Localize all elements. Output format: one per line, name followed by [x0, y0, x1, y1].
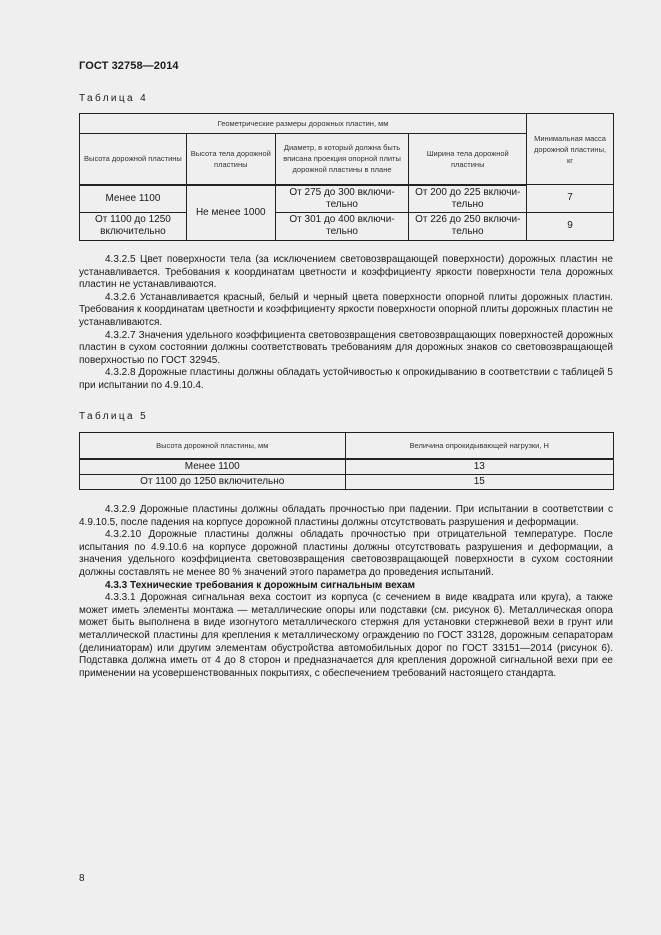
table5-cell-load: 15	[345, 474, 614, 489]
paragraph-4-3-2-7: 4.3.2.7 Значения удельного коэффициента световозвращения световозвращающих поверхностей дорожных пластин в сухом состоянии должны соответствовать требованиям для дорожных знаков со световозвращающей поверхностью по ГОСТ 32945.	[79, 329, 613, 366]
table5-cell-height: Менее 1100	[80, 459, 346, 475]
table5-col-load: Величина опрокидывающей нагрузки, Н	[345, 433, 614, 459]
table4-col-body-height: Высота тела дорожной пластины	[186, 134, 275, 185]
table-row	[80, 459, 614, 475]
paragraph-4-3-2-6: 4.3.2.6 Устанавливается красный, белый и черный цвета поверхности опорной плиты дорожных пластин. Требования к координатам цветности и коэффициенту яркости поверхности опорной плиты дорожных пластин не устанавливаются.	[79, 291, 613, 328]
table4-cell-mass: 9	[527, 212, 614, 240]
table-row	[80, 185, 614, 213]
table-4	[79, 113, 614, 241]
table5-cell-height: От 1100 до 1250 включительно	[80, 474, 346, 489]
table4-caption: Таблица 4	[79, 93, 149, 104]
text-block-b	[79, 504, 613, 680]
table4-cell-width: От 200 до 225 включи-тельно	[409, 185, 527, 213]
table4-col-width: Ширина тела дорожной пластины	[409, 134, 527, 185]
paragraph-4-3-2-10: 4.3.2.10 Дорожные пластины должны обладать прочностью при отрицательной температуре. После испытания по 4.9.10.6 на корпусе дорожной пластины должны отсутствовать разрушения и деформации, а значения удельного коэффициента световозвращения световозвращающей поверхности в сухом состоянии должны составлять не менее 80 % значений этого параметра до проведения испытаний.	[79, 529, 613, 578]
table4-cell-body-height: Не менее 1000	[186, 185, 275, 241]
table-5	[79, 432, 614, 490]
table4-col-diameter: Диаметр, в который должна быть вписана проекция опорной плиты дорожной пластины в плане	[275, 134, 409, 185]
text-block-a	[79, 254, 613, 393]
table4-cell-diameter: От 301 до 400 включи-тельно	[275, 212, 409, 240]
table4-group-header: Геометрические размеры дорожных пластин, мм	[80, 114, 527, 134]
paragraph-4-3-2-5: 4.3.2.5 Цвет поверхности тела (за исключением световозвращающей поверхности) дорожных пластин не устанавливается. Требования к координатам цветности и коэффициенту яркости поверхности тела дорожных пластин не устанавливаются.	[79, 254, 613, 291]
table4-cell-mass: 7	[527, 185, 614, 213]
paragraph-4-3-3-1: 4.3.3.1 Дорожная сигнальная веха состоит из корпуса (с сечением в виде квадрата или круга), а также может иметь элементы монтажа — металлические опоры или подставки (см. рисунок 6). Металлическая опора может быть выполнена в виде изогнутого металлического стержня для установки стержневой вехи в грунт или металлической пластины для крепления к металлическому ограждению по ГОСТ 33128, дорожным сепараторам (делиниаторам) или другим элементам обустройства автомобильных дорог по ГОСТ 33151—2014 (рисунок 6). Подставка должна иметь от 4 до 8 сторон и предназначается для крепления дорожной сигнальной вехи при ее применении на усовершенствованных покрытиях, с обеспечением требований настоящего стандарта.	[79, 592, 613, 679]
table4-cell-height: Менее 1100	[80, 185, 187, 213]
table4-cell-width: От 226 до 250 включи-тельно	[409, 212, 527, 240]
standard-header: ГОСТ 32758—2014	[79, 60, 179, 72]
table5-col-height: Высота дорожной пластины, мм	[80, 433, 346, 459]
page-number: 8	[79, 873, 85, 884]
table4-cell-height: От 1100 до 1250 включительно	[80, 212, 187, 240]
paragraph-4-3-2-9: 4.3.2.9 Дорожные пластины должны обладать прочностью при падении. При испытании в соответствии с 4.9.10.5, после падения на корпусе дорожной пластины должны отсутствовать разрушения и деформации.	[79, 504, 613, 528]
table-row	[80, 212, 614, 240]
table4-cell-diameter: От 275 до 300 включи-тельно	[275, 185, 409, 213]
table4-col-height: Высота дорожной пластины	[80, 134, 187, 185]
paragraph-4-3-2-8: 4.3.2.8 Дорожные пластины должны обладать устойчивостью к опрокидыванию в соответствии с таблицей 5 при испытании по 4.9.10.4.	[79, 367, 613, 391]
section-heading-4-3-3: 4.3.3 Технические требования к дорожным сигнальным вехам	[105, 579, 416, 591]
table-row	[80, 474, 614, 489]
table5-caption: Таблица 5	[79, 411, 149, 422]
table5-cell-load: 13	[345, 459, 614, 475]
table4-col-mass: Минимальная масса дорожной пластины, кг	[527, 114, 614, 185]
